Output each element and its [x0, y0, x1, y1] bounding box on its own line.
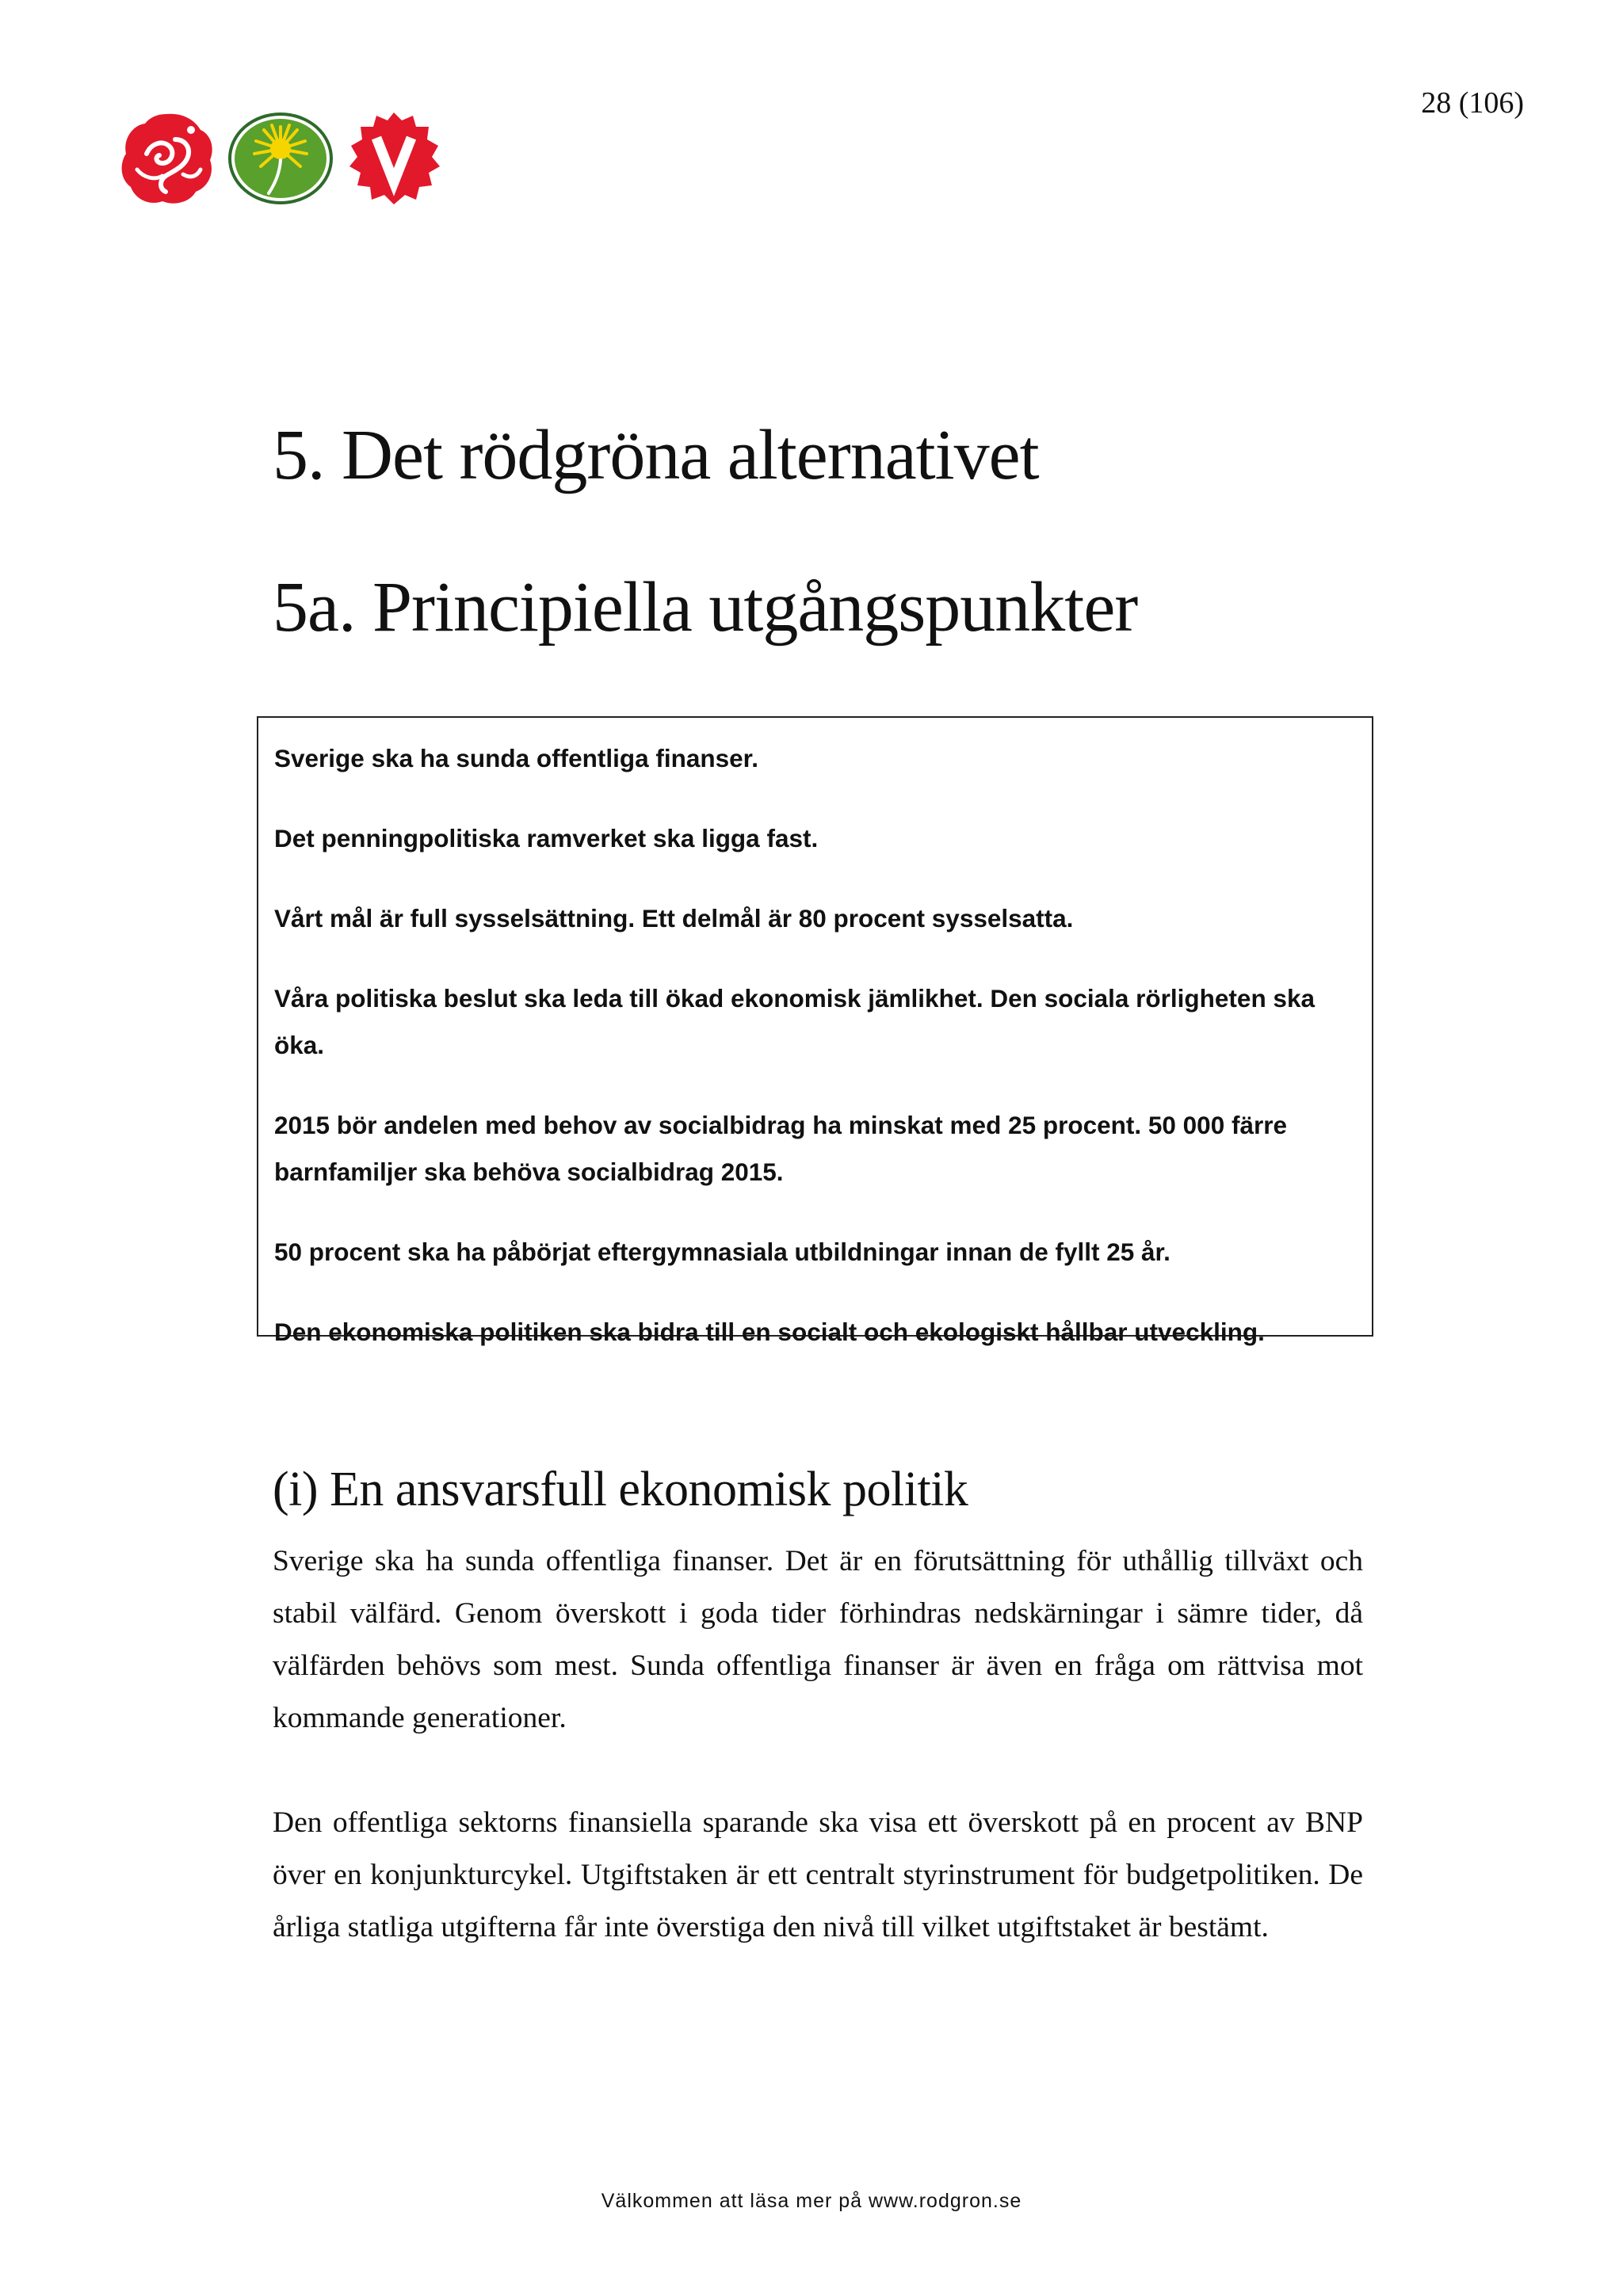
body-paragraph: Sverige ska ha sunda offentliga finanser. Det är en förutsättning för uthållig tillväxt och stabil välfärd. Genom överskott i goda tider förhindras nedskärningar i sämre tider, då välfärden behövs som mest. Sunda offentliga finanser är även en fråga om rättvisa mot kommande generationer.: [273, 1545, 1363, 1734]
body-paragraph: Den offentliga sektorns finansiella sparande ska visa ett överskott på en procent av BNP över en konjunkturcykel. Utgiftstaken är ett centralt styrinstrument för budgetpolitiken. De årliga statliga utgifterna får inte överstiga den nivå till vilket utgiftstaket är bestämt.: [273, 1806, 1363, 1943]
principle-item: Det penningpolitiska ramverket ska ligga fast.: [274, 824, 819, 852]
social-democrats-rose-icon: [115, 108, 216, 209]
section-title: 5a. Principiella utgångspunkter: [273, 568, 1138, 646]
principle-item: 50 procent ska ha påbörjat eftergymnasiala utbildningar innan de fyllt 25 år.: [274, 1238, 1170, 1266]
principles-box: [257, 716, 1373, 1346]
page-number: 28 (106): [1421, 86, 1524, 120]
green-party-dandelion-icon: [227, 111, 334, 206]
subsection-heading: (i) En ansvarsfull ekonomisk politik: [273, 1463, 968, 1516]
party-logos: [115, 108, 443, 209]
principle-item: Vårt mål är full sysselsättning. Ett delmål är 80 procent sysselsatta.: [274, 904, 1074, 933]
principle-item: Våra politiska beslut ska leda till ökad ekonomisk jämlikhet. Den sociala rörligheten ska öka.: [274, 984, 1315, 1059]
principle-item: 2015 bör andelen med behov av socialbidrag ha minskat med 25 procent. 50 000 färre barnfamiljer ska behöva socialbidrag 2015.: [274, 1111, 1288, 1186]
left-party-v-carnation-icon: [345, 109, 443, 208]
page-footer: Välkommen att läsa mer på www.rodgron.se: [601, 2190, 1022, 2212]
chapter-title: 5. Det rödgröna alternativet: [273, 416, 1039, 494]
principle-item: Den ekonomiska politiken ska bidra till en socialt och ekologiskt hållbar utveckling.: [274, 1318, 1265, 1346]
principle-item: Sverige ska ha sunda offentliga finanser.: [274, 744, 758, 772]
